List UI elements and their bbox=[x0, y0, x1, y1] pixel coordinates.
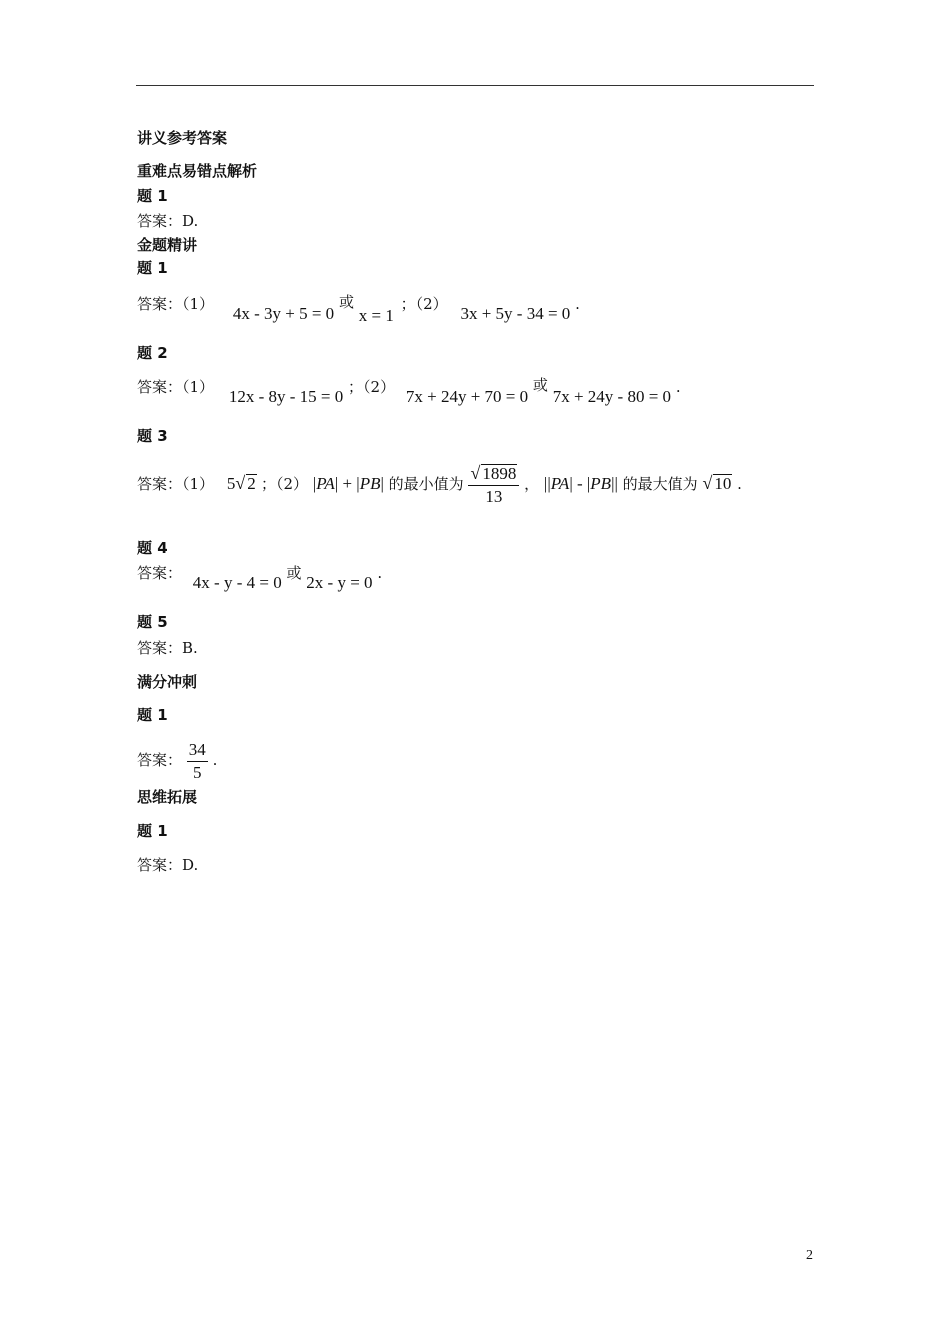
answer-line-q1 bbox=[137, 293, 580, 325]
question-label: 题 1 bbox=[137, 187, 168, 205]
section-title-thinking-extension: 思维拓展 bbox=[137, 788, 198, 806]
denominator: 5 bbox=[193, 762, 202, 782]
equation: 2x - y = 0 bbox=[306, 573, 373, 592]
equation: 7x + 24y + 70 = 0 bbox=[405, 387, 529, 406]
separator: ；（2） bbox=[400, 295, 448, 313]
math-value bbox=[227, 474, 261, 493]
radicand: 2 bbox=[247, 474, 256, 493]
equation: 12x - 8y - 15 = 0 bbox=[228, 387, 344, 406]
period: . bbox=[377, 564, 383, 582]
question-label: 题 1 bbox=[137, 259, 168, 277]
question-label: 题 3 bbox=[137, 427, 168, 445]
answer-line-q3 bbox=[137, 455, 742, 511]
section-title-difficult-points: 重难点易错点解析 bbox=[137, 162, 258, 180]
denominator: 13 bbox=[485, 487, 503, 506]
separator: ；（2） bbox=[260, 475, 309, 493]
fraction bbox=[468, 462, 519, 508]
question-label: 题 4 bbox=[137, 539, 168, 557]
sum-expression: |PA| + |PB| bbox=[312, 474, 384, 493]
answer-line-q4 bbox=[137, 563, 383, 592]
equation: x = 1 bbox=[358, 306, 394, 325]
answer-prefix: 答案： bbox=[137, 751, 183, 769]
answer-prefix: 答案：（1） bbox=[137, 378, 215, 396]
coefficient: 5 bbox=[226, 474, 236, 493]
radicand: 1898 bbox=[482, 464, 517, 483]
section-title-gold-problems: 金题精讲 bbox=[137, 236, 198, 254]
period: . bbox=[575, 295, 580, 313]
separator: ；（2） bbox=[348, 378, 396, 396]
equation: 7x + 24y - 80 = 0 bbox=[552, 387, 672, 406]
equation: 4x - y - 4 = 0 bbox=[192, 573, 282, 592]
equation: 3x + 5y - 34 = 0 bbox=[460, 304, 571, 323]
comma: ， bbox=[524, 475, 540, 493]
header-rule bbox=[136, 85, 814, 86]
question-label: 题 2 bbox=[137, 344, 168, 362]
question-label: 题 1 bbox=[137, 822, 168, 840]
section-title-full-score: 满分冲刺 bbox=[137, 673, 198, 691]
fraction bbox=[187, 739, 208, 784]
period: . bbox=[737, 475, 742, 493]
sqrt-sign: √ bbox=[235, 473, 246, 493]
answer-text: 答案：D. bbox=[137, 856, 199, 874]
sqrt-sign: √ bbox=[470, 463, 481, 483]
answer-line-q2 bbox=[137, 376, 681, 406]
min-text: 的最小值为 bbox=[388, 475, 464, 493]
radicand: 10 bbox=[714, 474, 732, 493]
doc-title: 讲义参考答案 bbox=[137, 129, 228, 147]
answer-prefix: 答案：（1） bbox=[137, 475, 215, 493]
difference-expression: ||PA| - |PB|| bbox=[543, 474, 618, 493]
answer-line-sprint bbox=[137, 735, 217, 785]
answer-prefix: 答案： bbox=[137, 564, 183, 582]
answer-text: 答案：D. bbox=[137, 212, 199, 230]
page-number: 2 bbox=[806, 1248, 813, 1263]
or-word: 或 bbox=[286, 564, 302, 582]
max-text: 的最大值为 bbox=[622, 475, 698, 493]
numerator: 34 bbox=[187, 739, 208, 762]
question-label: 题 1 bbox=[137, 706, 168, 724]
or-word: 或 bbox=[532, 376, 548, 394]
sqrt-sign: √ bbox=[702, 473, 713, 493]
period: . bbox=[212, 751, 218, 769]
answer-prefix: 答案：（1） bbox=[137, 295, 215, 313]
equation: 4x - 3y + 5 = 0 bbox=[232, 304, 335, 323]
question-label: 题 5 bbox=[137, 613, 168, 631]
math-value bbox=[702, 474, 732, 493]
period: . bbox=[675, 378, 681, 396]
answer-text: 答案：B. bbox=[137, 639, 198, 657]
or-word: 或 bbox=[338, 293, 354, 311]
